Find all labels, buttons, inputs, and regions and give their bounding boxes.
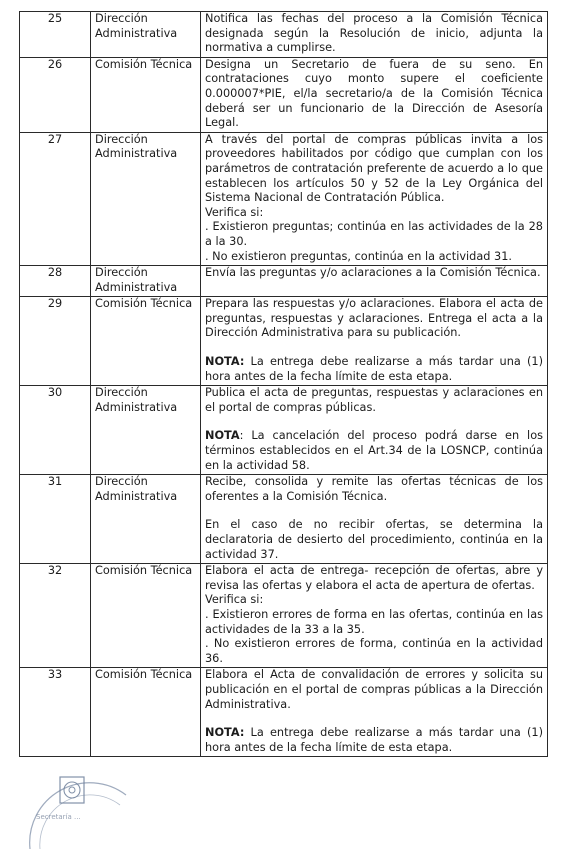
paragraph-text: Publica el acta de preguntas, respuestas y aclaraciones en el portal de compras públicas. bbox=[205, 386, 543, 414]
paragraph-text: Designa un Secretario de fuera de su seno. En contrataciones cuyo monto supere el coeficiente 0.000007*PIE, el/la secretario/a de la Comisión Técnica deberá ser un funcionario de la Dirección de Asesoría Legal. bbox=[205, 57, 543, 130]
table-row bbox=[20, 12, 548, 58]
paragraph-text: Verifica si: bbox=[205, 593, 264, 607]
responsible-unit: Dirección Administrativa bbox=[91, 12, 201, 58]
note-paragraph bbox=[205, 726, 543, 755]
paragraph-text: Verifica si: bbox=[205, 205, 264, 219]
responsible-unit: Dirección Administrativa bbox=[91, 386, 201, 475]
responsible-unit: Comisión Técnica bbox=[91, 297, 201, 386]
paragraph-text: Recibe, consolida y remite las ofertas técnicas de los oferentes a la Comisión Técnica. bbox=[205, 475, 543, 503]
description-paragraph bbox=[205, 266, 543, 281]
activity-number: 33 bbox=[20, 668, 91, 757]
activity-description bbox=[201, 57, 548, 132]
responsible-unit: Comisión Técnica bbox=[91, 668, 201, 757]
paragraph-text: En el caso de no recibir ofertas, se determina la declaratoria de desierto del procedimiento, continúa en la actividad 37. bbox=[205, 518, 543, 561]
description-paragraph bbox=[205, 386, 543, 415]
paragraph-text: A través del portal de compras públicas invita a los proveedores habilitados por código que cumplan con los parámetros de contratación preferente de acuerdo a lo que establecen los artículos 50 y 52 de la Ley Orgánica del Sistema Nacional de Contratación Pública. bbox=[205, 132, 543, 205]
description-paragraph bbox=[205, 475, 543, 504]
table-row bbox=[20, 132, 548, 265]
paragraph-text: Elabora el Acta de convalidación de errores y solicita su publicación en el portal de compras públicas a la Dirección Administrativa. bbox=[205, 668, 543, 711]
responsible-unit: Dirección Administrativa bbox=[91, 266, 201, 297]
paragraph-text: La entrega debe realizarse a más tardar una (1) hora antes de la fecha límite de esta etapa. bbox=[205, 726, 543, 754]
paragraph-text: La entrega debe realizarse a más tardar una (1) hora antes de la fecha límite de esta etapa. bbox=[205, 355, 543, 383]
seal-stamp bbox=[16, 769, 136, 849]
table-row bbox=[20, 297, 548, 386]
paragraph-text: Prepara las respuestas y/o aclaraciones. Elabora el acta de preguntas, respuestas y aclaraciones. Entrega el acta a la Dirección Administrativa para su publicación. bbox=[205, 297, 543, 340]
activity-description bbox=[201, 564, 548, 668]
table-row bbox=[20, 475, 548, 564]
responsible-unit: Comisión Técnica bbox=[91, 57, 201, 132]
responsible-unit: Comisión Técnica bbox=[91, 564, 201, 668]
activity-description bbox=[201, 297, 548, 386]
procedure-table bbox=[19, 11, 548, 757]
note-label: NOTA: bbox=[205, 355, 245, 369]
description-paragraph bbox=[205, 593, 543, 608]
description-paragraph bbox=[205, 12, 543, 56]
paragraph-text: : La cancelación del proceso podrá darse en los términos establecidos en el Art.34 de la LOSNCP, continúa en la actividad 58. bbox=[205, 429, 543, 472]
paragraph-text: . Existieron errores de forma en las ofertas, continúa en las actividades de la 33 a la 35. bbox=[205, 607, 543, 636]
activity-description bbox=[201, 668, 548, 757]
description-paragraph bbox=[205, 668, 543, 712]
responsible-unit: Dirección Administrativa bbox=[91, 132, 201, 265]
activity-number: 30 bbox=[20, 386, 91, 475]
procedure-table-body bbox=[20, 12, 548, 757]
activity-description bbox=[201, 132, 548, 265]
table-row bbox=[20, 668, 548, 757]
activity-number: 27 bbox=[20, 132, 91, 265]
paragraph-text: . No existieron errores de forma, continúa en la actividad 36. bbox=[205, 637, 543, 665]
note-paragraph bbox=[205, 355, 543, 384]
description-paragraph bbox=[205, 297, 543, 341]
description-paragraph bbox=[205, 58, 543, 131]
description-paragraph bbox=[205, 518, 543, 562]
seal-text: Secretaría ... bbox=[36, 813, 81, 821]
paragraph-text: Elabora el acta de entrega- recepción de ofertas, abre y revisa las ofertas y elabora el acta de apertura de ofertas. bbox=[205, 564, 543, 592]
responsible-unit: Dirección Administrativa bbox=[91, 475, 201, 564]
activity-description bbox=[201, 12, 548, 58]
description-paragraph bbox=[205, 133, 543, 206]
note-label: NOTA bbox=[205, 429, 240, 443]
note-paragraph bbox=[205, 429, 543, 473]
activity-number: 31 bbox=[20, 475, 91, 564]
description-paragraph bbox=[205, 206, 543, 221]
activity-description bbox=[201, 386, 548, 475]
paragraph-text: Envía las preguntas y/o aclaraciones a la Comisión Técnica. bbox=[205, 266, 541, 280]
activity-number: 29 bbox=[20, 297, 91, 386]
description-paragraph bbox=[205, 637, 543, 666]
activity-number: 26 bbox=[20, 57, 91, 132]
activity-description bbox=[201, 266, 548, 297]
description-paragraph bbox=[205, 608, 543, 637]
table-row bbox=[20, 386, 548, 475]
description-paragraph bbox=[205, 564, 543, 593]
activity-number: 25 bbox=[20, 12, 91, 58]
activity-number: 28 bbox=[20, 266, 91, 297]
table-row bbox=[20, 57, 548, 132]
activity-description bbox=[201, 475, 548, 564]
description-paragraph bbox=[205, 220, 543, 249]
note-label: NOTA: bbox=[205, 726, 245, 740]
paragraph-text: Notifica las fechas del proceso a la Comisión Técnica designada según la Resolución de inicio, adjunta la normativa a cumplirse. bbox=[205, 12, 543, 55]
activity-number: 32 bbox=[20, 564, 91, 668]
table-row bbox=[20, 564, 548, 668]
paragraph-text: . No existieron preguntas, continúa en la actividad 31. bbox=[205, 249, 512, 263]
paragraph-text: . Existieron preguntas; continúa en las actividades de la 28 a la 30. bbox=[205, 220, 543, 248]
table-row bbox=[20, 266, 548, 297]
description-paragraph bbox=[205, 250, 543, 265]
